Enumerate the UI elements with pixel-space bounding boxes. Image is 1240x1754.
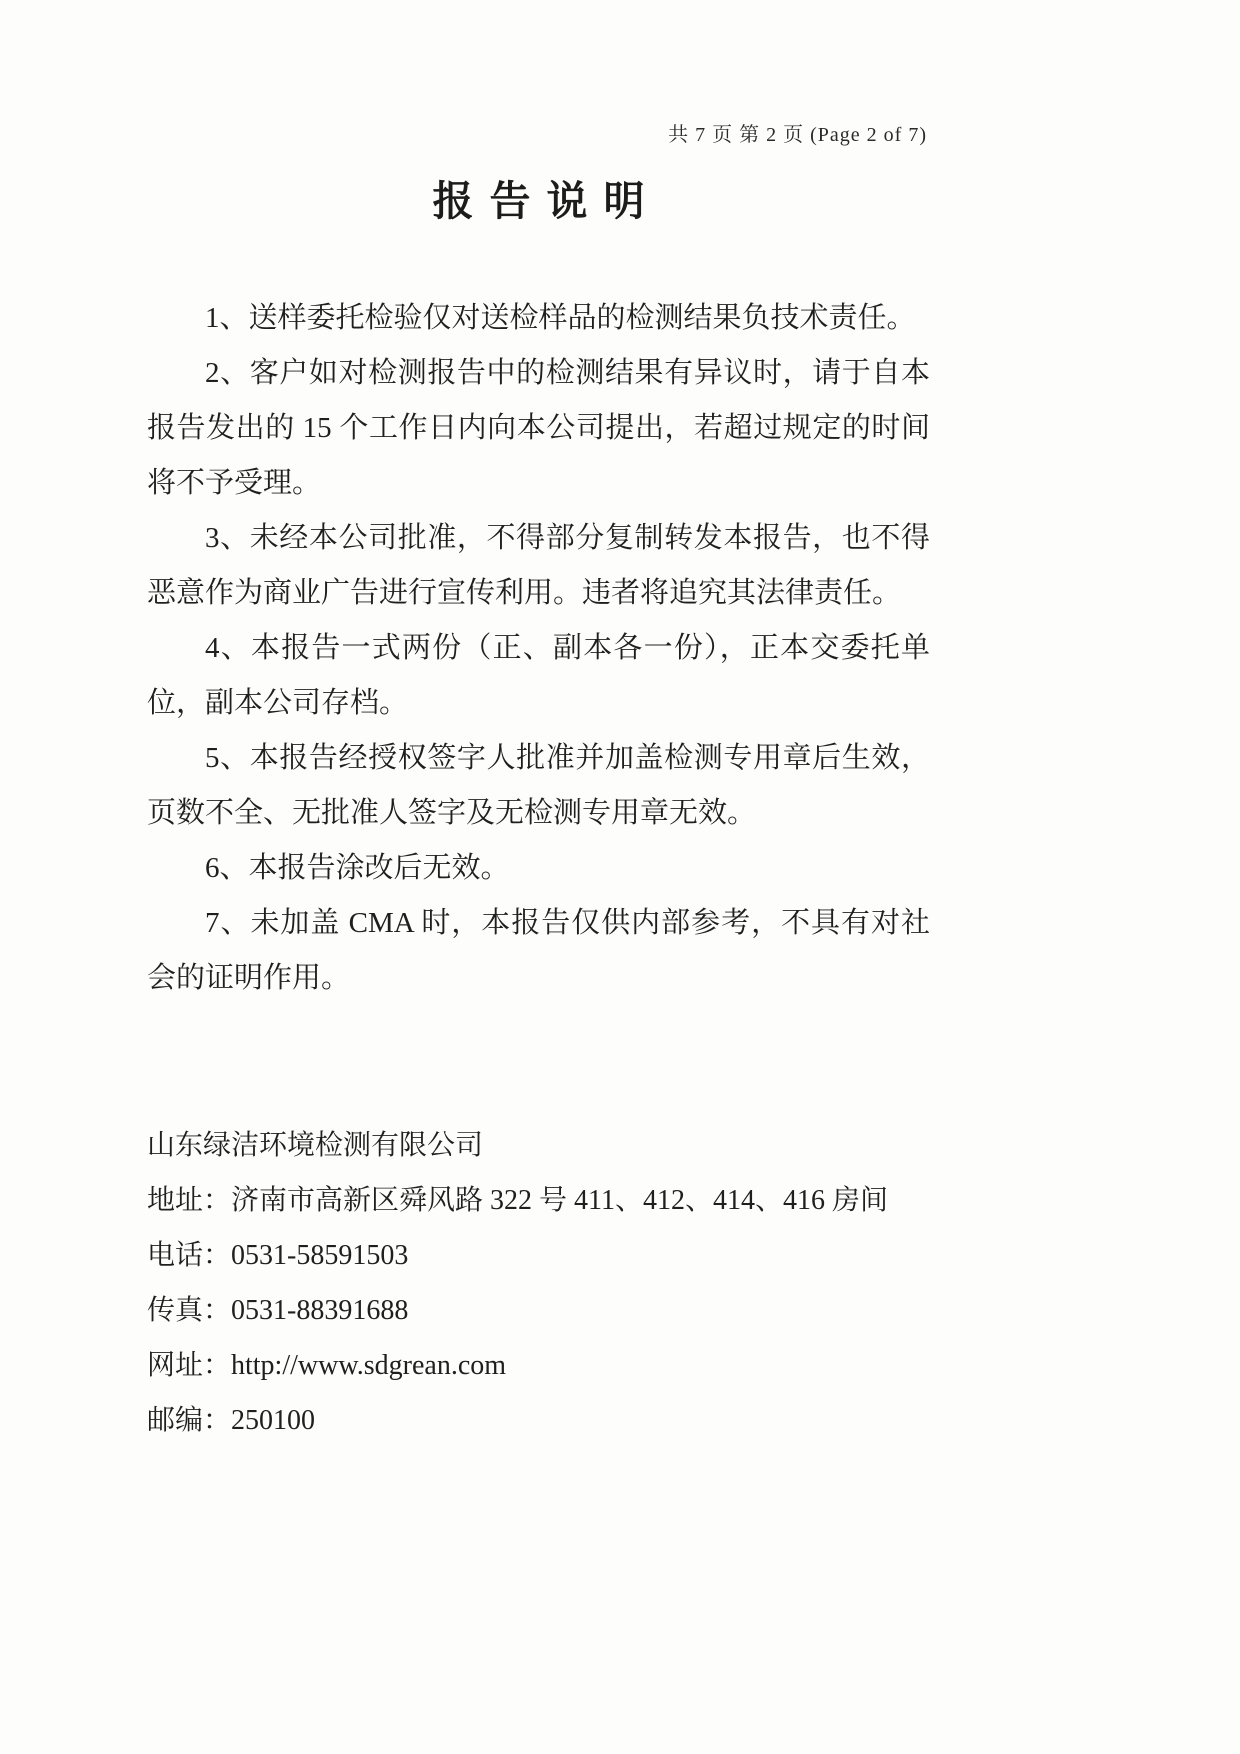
company-address: 地址：济南市高新区舜风路 322 号 411、412、414、416 房间 xyxy=(147,1185,888,1216)
page-title: 报告说明 xyxy=(432,178,661,224)
company-website: 网址：http://www.sdgrean.com xyxy=(147,1350,507,1381)
company-name: 山东绿洁环境检测有限公司 xyxy=(147,1130,484,1161)
company-fax: 传真：0531-88391688 xyxy=(147,1295,409,1326)
note-item-7: 7、未加盖 CMA 时，本报告仅供内部参考，不具有对社会的证明作用。 xyxy=(147,907,930,994)
note-item-3: 3、未经本公司批准，不得部分复制转发本报告，也不得恶意作为商业广告进行宣传利用。违者将追究其法律责任。 xyxy=(147,522,930,609)
company-phone: 电话：0531-58591503 xyxy=(147,1240,409,1271)
company-postcode: 邮编：250100 xyxy=(147,1405,316,1436)
report-notes-list xyxy=(147,291,930,1006)
note-item-2: 2、客户如对检测报告中的检测结果有异议时，请于自本报告发出的 15 个工作日内向本公司提出，若超过规定的时间将不予受理。 xyxy=(147,357,930,499)
note-item-6: 6、本报告涂改后无效。 xyxy=(205,852,510,884)
note-item-4: 4、本报告一式两份（正、副本各一份），正本交委托单位，副本公司存档。 xyxy=(147,632,930,719)
note-item-1: 1、送样委托检验仅对送检样品的检测结果负技术责任。 xyxy=(205,302,916,334)
page-number-label: 共 7 页 第 2 页 (Page 2 of 7) xyxy=(668,124,927,146)
note-item-5: 5、本报告经授权签字人批准并加盖检测专用章后生效，页数不全、无批准人签字及无检测专用章无效。 xyxy=(147,742,930,829)
company-info-block xyxy=(147,1118,937,1448)
